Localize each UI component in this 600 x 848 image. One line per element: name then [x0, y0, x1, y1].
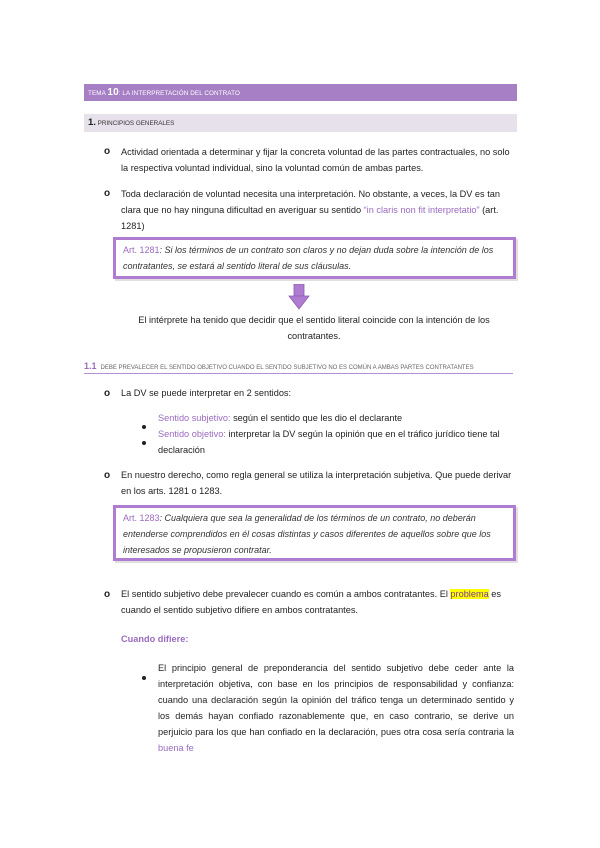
text-span: : Cualquiera que sea la generalidad de los términos de un contrato, no deberán — [159, 513, 476, 523]
chapter-title-bar — [84, 84, 517, 101]
latin-maxim: “in claris non fit interpretatio” — [363, 205, 480, 215]
text-line: contratantes. — [287, 331, 341, 341]
paragraph-derecho — [121, 467, 521, 499]
quote-art-1281 — [113, 237, 516, 279]
section-title: PRINCIPIOS GENERALES — [95, 120, 175, 127]
bullet-marker: o — [104, 470, 111, 481]
text-line: En nuestro derecho, como regla general se utiliza la interpretación subjetiva. Que puede derivar — [121, 470, 512, 480]
section-number: 1. — [88, 117, 96, 128]
article-ref: Art. 1281 — [123, 245, 160, 255]
bullet-dot — [142, 432, 146, 450]
chapter-title: : LA INTERPRETACIÓN DEL CONTRATO — [118, 90, 240, 97]
subheading-cuando-difiere: Cuando difiere: — [121, 634, 189, 644]
paragraph-prevalecer — [121, 586, 521, 618]
paragraph-actividad — [121, 144, 521, 176]
section-title: DEBE PREVALECER EL SENTIDO OBJETIVO CUANDO EL SENTIDO SUBJETIVO NO ES COMÚN A AMBAS PARTES CONTRATANTES — [100, 365, 474, 371]
arrow-conclusion-text — [121, 312, 507, 344]
term-label: Sentido objetivo: — [158, 429, 226, 439]
quote-art-1283 — [113, 505, 516, 561]
text-line — [121, 202, 521, 218]
text-line: entenderse comprendidos en él cosas distintas y casos diferentes de aquellos sobre que los — [123, 529, 491, 539]
subbullet-objetivo — [158, 426, 518, 458]
bullet-marker: o — [104, 146, 111, 157]
section-heading-1-1 — [84, 359, 513, 374]
section-heading-1 — [84, 114, 517, 132]
bullet-dot — [142, 667, 146, 685]
text-span: es — [488, 589, 501, 599]
paragraph-dos-sentidos: La DV se puede interpretar en 2 sentidos: — [121, 388, 292, 398]
text-line: El intérprete ha tenido que decidir que el sentido literal coincide con la intención de los — [138, 315, 490, 325]
text-line: cuando el sentido subjetivo difiere en ambos contratantes. — [121, 605, 358, 615]
text-span: clara que no hay ninguna dificultad en averiguar su sentido — [121, 205, 364, 215]
chapter-number: 10 — [107, 87, 119, 98]
text-line: en los arts. 1281 o 1283. — [121, 486, 223, 496]
down-arrow-icon — [288, 284, 310, 310]
text-line-buena-fe: buena fe — [158, 743, 194, 753]
text-line: 1281) — [121, 221, 145, 231]
text-span: según el sentido que les dio el declarante — [230, 413, 403, 423]
text-line: declaración — [158, 445, 205, 455]
bullet-marker: o — [104, 589, 111, 600]
text-line — [123, 242, 506, 258]
text-line: cuando una declaración según la opinión del tráfico tenga un determinado sentido y — [158, 695, 514, 705]
text-line — [158, 426, 518, 442]
text-line: perjuicio para los que han confiado en la declaración, pues otra cosa sería contraria la — [158, 727, 514, 737]
chapter-prefix: TEMA — [88, 90, 108, 97]
highlighted-word: problema — [450, 589, 489, 599]
text-span: El sentido subjetivo debe prevalecer cuando es común a ambos contratantes. El — [121, 589, 451, 599]
text-line: los demás hayan confiado razonablemente que, en caso contrario, se derive un — [158, 711, 514, 721]
bullet-marker: o — [104, 188, 111, 199]
text-line: Actividad orientada a determinar y fijar la concreta voluntad de las partes contractuales, no solo — [121, 147, 510, 157]
text-line: interesados se propusieron contratar. — [123, 545, 272, 555]
text-span: (art. — [479, 205, 499, 215]
section-number: 1.1 — [84, 361, 97, 371]
text-line — [123, 510, 506, 526]
text-span: interpretar la DV según la opinión que en el tráfico jurídico tiene tal — [225, 429, 500, 439]
paragraph-declaracion — [121, 186, 521, 234]
text-line: contratantes, se estará al sentido literal de sus cláusulas. — [123, 261, 352, 271]
subbullet-subjetivo — [158, 410, 518, 426]
term-label: Sentido subjetivo: — [158, 413, 231, 423]
text-span: : Si los términos de un contrato son claros y no dejan duda sobre la intención de los — [159, 245, 494, 255]
bullet-marker: o — [104, 388, 111, 399]
paragraph-principio-general — [158, 660, 514, 756]
article-ref: Art. 1283 — [123, 513, 160, 523]
text-line: El principio general de preponderancia del sentido subjetivo debe ceder ante la — [158, 663, 514, 673]
text-line: la respectiva voluntad individual, sino la voluntad común de ambas partes. — [121, 163, 424, 173]
text-line — [121, 586, 521, 602]
text-line: interpretación objetiva, con base en los principios de responsabilidad y confianza: — [158, 679, 514, 689]
text-line: Toda declaración de voluntad necesita una interpretación. No obstante, a veces, la DV es tan — [121, 189, 500, 199]
